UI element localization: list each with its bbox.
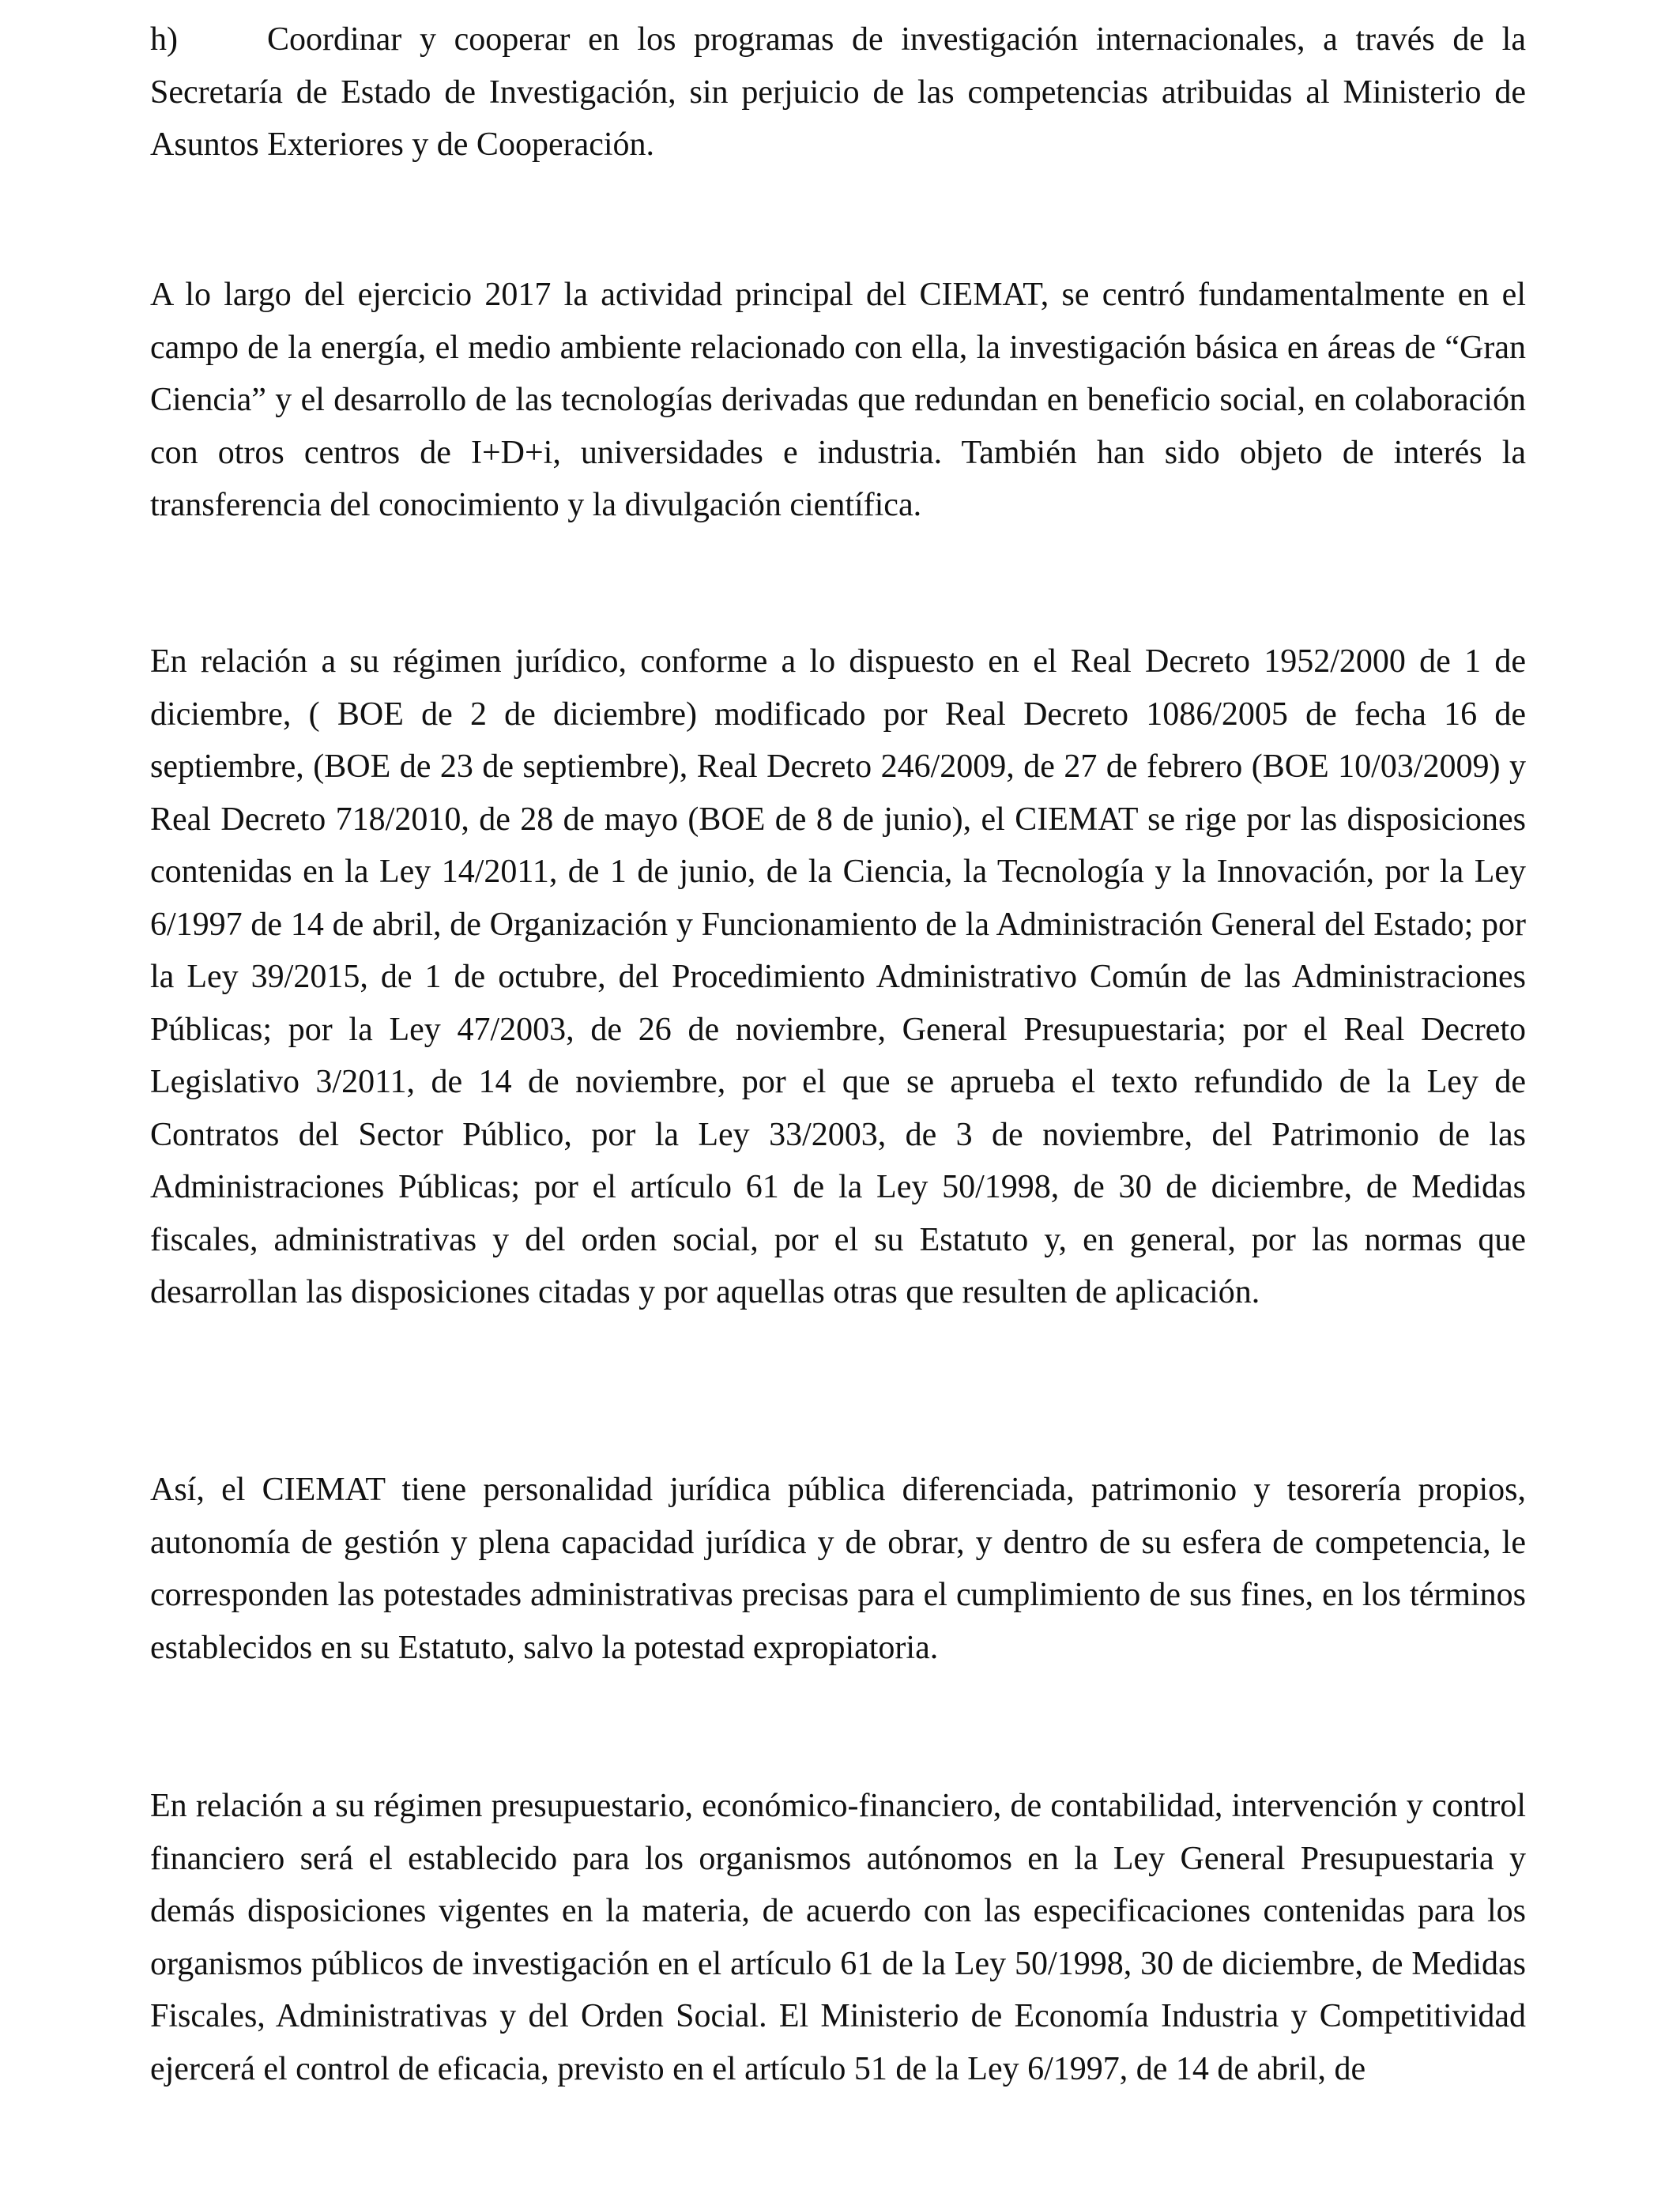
list-item-text: Coordinar y cooperar en los programas de investigación internacionales, a través de la Secretaría de Estado de Investigación, sin perjuicio de las competencias atribuidas al Ministerio de Asuntos Exteriores y de Cooperación. xyxy=(150,21,1526,163)
list-marker: h) xyxy=(150,21,178,58)
list-item-h xyxy=(150,13,1526,172)
paragraph-activity-2017: A lo largo del ejercicio 2017 la actividad principal del CIEMAT, se centró fundamentalmente en el campo de la energía, el medio ambiente relacionado con ella, la investigación básica en áreas de “Gran Ciencia” y el desarrollo de las tecnologías derivadas que redundan en beneficio social, en colaboración con otros centros de I+D+i, universidades e industria. También han sido objeto de interés la transferencia del conocimiento y la divulgación científica. xyxy=(150,277,1526,523)
paragraph-legal-regime: En relación a su régimen jurídico, conforme a lo dispuesto en el Real Decreto 1952/2000 de 1 de diciembre, ( BOE de 2 de diciembre) modificado por Real Decreto 1086/2005 de fecha 16 de septiembre, (BOE de 23 de septiembre), Real Decreto 246/2009, de 27 de febrero (BOE 10/03/2009) y Real Decreto 718/2010, de 28 de mayo (BOE de 8 de junio), el CIEMAT se rige por las disposiciones contenidas en la Ley 14/2011, de 1 de junio, de la Ciencia, la Tecnología y la Innovación, por la Ley 6/1997 de 14 de abril, de Organización y Funcionamiento de la Administración General del Estado; por la Ley 39/2015, de 1 de octubre, del Procedimiento Administrativo Común de las Administraciones Públicas; por la Ley 47/2003, de 26 de noviembre, General Presupuestaria; por el Real Decreto Legislativo 3/2011, de 14 de noviembre, por el que se aprueba el texto refundido de la Ley de Contratos del Sector Público, por la Ley 33/2003, de 3 de noviembre, del Patrimonio de las Administraciones Públicas; por el artículo 61 de la Ley 50/1998, de 30 de diciembre, de Medidas fiscales, administrativas y del orden social, por el su Estatuto y, en general, por las normas que desarrollan las disposiciones citadas y por aquellas otras que resulten de aplicación. xyxy=(150,643,1526,1310)
paragraph-legal-personality: Así, el CIEMAT tiene personalidad jurídica pública diferenciada, patrimonio y tesorería propios, autonomía de gestión y plena capacidad jurídica y de obrar, y dentro de su esfera de competencia, le corresponden las potestades administrativas precisas para el cumplimiento de sus fines, en los términos establecidos en su Estatuto, salvo la potestad expropiatoria. xyxy=(150,1472,1526,1666)
paragraph-budget-regime: En relación a su régimen presupuestario, económico-financiero, de contabilidad, intervención y control financiero será el establecido para los organismos autónomos en la Ley General Presupuestaria y demás disposiciones vigentes en la materia, de acuerdo con las especificaciones contenidas para los organismos públicos de investigación en el artículo 61 de la Ley 50/1998, 30 de diciembre, de Medidas Fiscales, Administrativas y del Orden Social. El Ministerio de Economía Industria y Competitividad ejercerá el control de eficacia, previsto en el artículo 51 de la Ley 6/1997, de 14 de abril, de xyxy=(150,1788,1526,2087)
